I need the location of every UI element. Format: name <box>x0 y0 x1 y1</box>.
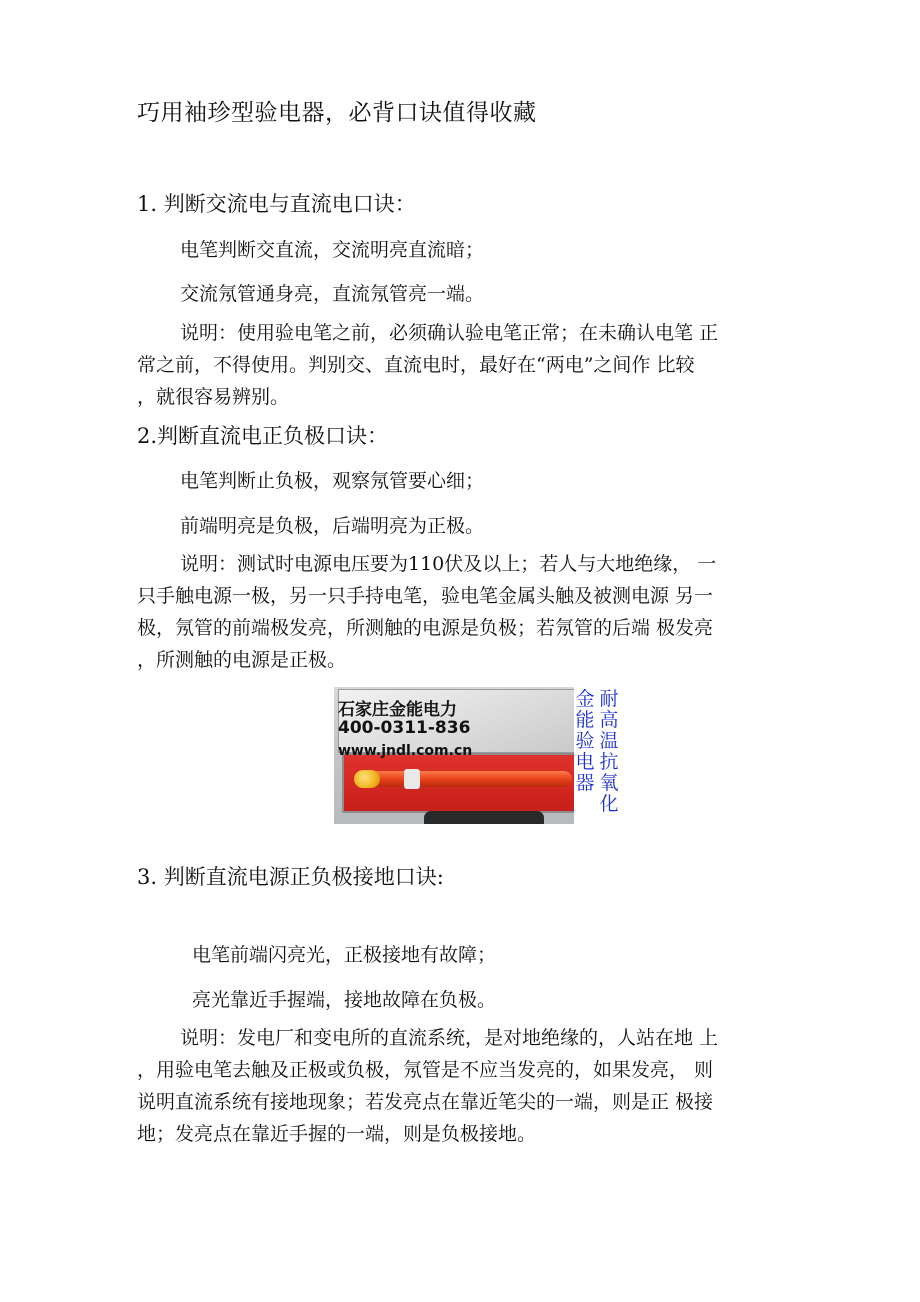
note-line: 极，氖管的前端极发亮，所测触的电源是负极；若氖管的后端 极发亮 <box>137 617 714 639</box>
page-title: 巧用袖珍型验电器，必背口诀值得收藏 <box>137 100 537 126</box>
note-line: 说明直流系统有接地现象；若发亮点在靠近笔尖的一端，则是正 极接 <box>137 1091 714 1113</box>
section-2-line-2: 前端明亮是负极，后端明亮为正极。 <box>180 515 485 537</box>
section-1-note <box>137 317 789 413</box>
section-1-line-2: 交流氖管通身亮，直流氖管亮一端。 <box>180 283 485 305</box>
note-line: ，就很容易辨别。 <box>137 386 290 408</box>
tester-pen-tip <box>354 770 380 788</box>
brand-name: 石家庄金能电力 <box>338 700 457 720</box>
note-line: 说明：发电厂和变电所的直流系统，是对地绝缘的，人站在地 上 <box>180 1027 719 1049</box>
note-line: 常之前，不得使用。判别交、直流电时，最好在“两电”之间作 比较 <box>137 354 695 376</box>
section-2-line-1: 电笔判断止负极，观察氖管要心细； <box>180 470 485 492</box>
note-line: 只手触电源一极，另一只手持电笔，验电笔金属头触及被测电源 另一 <box>137 585 714 607</box>
section-2-heading: 2.判断直流电正负极口诀： <box>137 424 389 448</box>
brand-website: www.jndl.com.cn <box>338 743 473 759</box>
section-3-note <box>137 1022 789 1150</box>
tester-pen-ring <box>404 769 420 789</box>
note-line: ，用验电笔去触及正极或负极，氖管是不应当发亮的，如果发亮， 则 <box>137 1059 714 1081</box>
tester-pen <box>362 771 572 787</box>
note-line: ，所测触的电源是正极。 <box>137 649 347 671</box>
case-handle <box>424 811 544 824</box>
section-2-note <box>137 548 789 676</box>
section-3-line-2: 亮光靠近手握端，接地故障在负极。 <box>192 989 497 1011</box>
note-line: 说明：使用验电笔之前，必须确认验电笔正常；在未确认电笔 正 <box>180 322 719 344</box>
section-3-heading: 3. 判断直流电源正负极接地口诀: <box>137 865 444 889</box>
product-side-text-2: 耐高温抗氧化 <box>599 688 619 815</box>
section-3-line-1: 电笔前端闪亮光，正极接地有故障； <box>192 944 497 966</box>
note-line: 地；发亮点在靠近手握的一端，则是负极接地。 <box>137 1123 537 1145</box>
product-side-text-1: 金能验电器 <box>575 688 595 794</box>
brand-phone: 400-0311-836 <box>338 718 471 738</box>
note-line: 说明：测试时电源电压要为110伏及以上；若人与大地绝缘， 一 <box>180 553 717 575</box>
section-1-heading: 1. 判断交流电与直流电口诀： <box>137 192 416 216</box>
section-1-line-1: 电笔判断交直流，交流明亮直流暗； <box>180 239 485 261</box>
